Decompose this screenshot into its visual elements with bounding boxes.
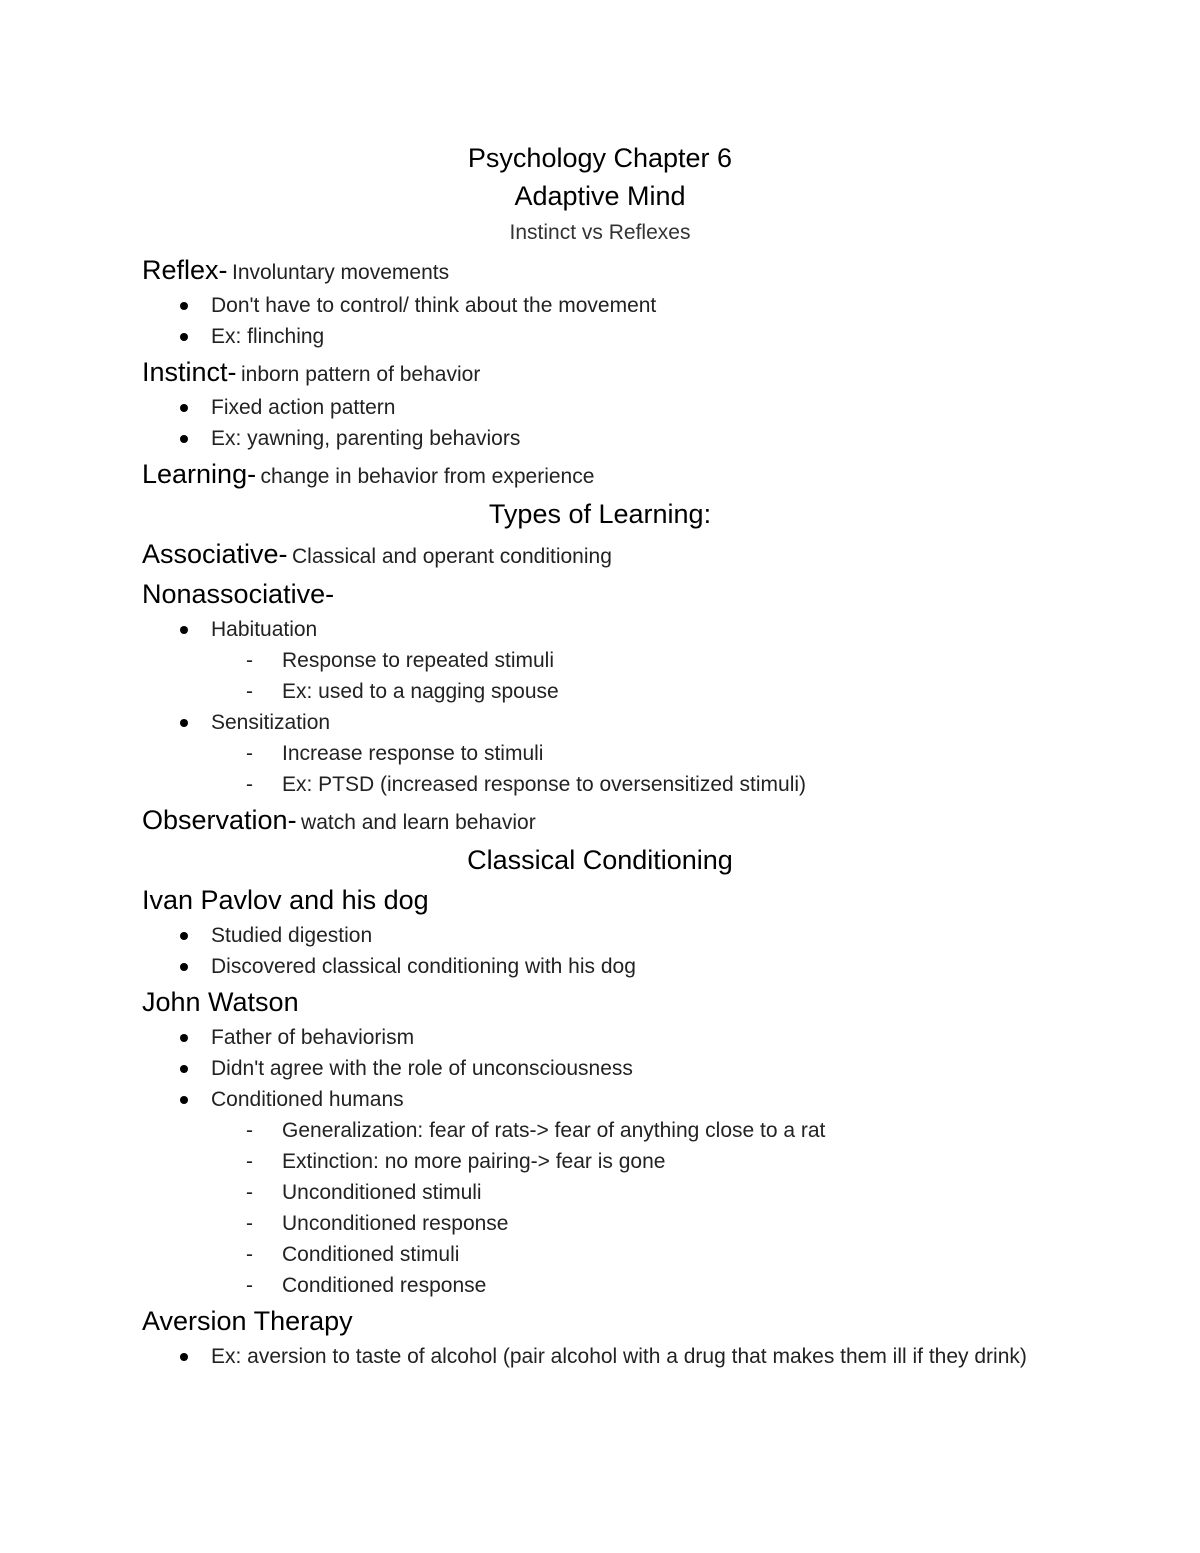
list-item: - Ex: used to a nagging spouse <box>142 676 1042 707</box>
observation-line <box>142 800 1042 840</box>
list-item: Father of behaviorism <box>142 1022 1042 1053</box>
document-body <box>142 138 1042 1372</box>
reflex-definition: Involuntary movements <box>231 261 450 284</box>
instinct-line <box>142 352 1042 392</box>
nonassociative-term: Nonassociative- <box>142 579 335 609</box>
aversion-list <box>142 1341 1042 1372</box>
reflex-term: Reflex- <box>142 255 228 285</box>
list-item: Ex: aversion to taste of alcohol (pair alcohol with a drug that makes them ill if they drink) <box>142 1341 1031 1372</box>
list-item: - Conditioned response <box>142 1270 1042 1301</box>
instinct-term: Instinct- <box>142 357 237 387</box>
learning-term: Learning- <box>142 459 257 489</box>
document-subtitle: Adaptive Mind <box>514 181 686 211</box>
list-item: - Increase response to stimuli <box>142 738 1042 769</box>
pavlov-list <box>142 920 1042 982</box>
pavlov-heading: Ivan Pavlov and his dog <box>142 885 429 915</box>
list-item: - Unconditioned response <box>142 1208 1042 1239</box>
list-item: - Unconditioned stimuli <box>142 1177 1042 1208</box>
instinct-list <box>142 392 1042 454</box>
nonassociative-line <box>142 574 1042 614</box>
list-item: Ex: flinching <box>142 321 1042 352</box>
nonassociative-list <box>142 614 1042 800</box>
observation-definition: watch and learn behavior <box>301 811 536 834</box>
types-of-learning-heading: Types of Learning: <box>488 499 712 529</box>
section-instinct-vs-reflexes: Instinct vs Reflexes <box>509 221 691 244</box>
associative-term: Associative- <box>142 539 288 569</box>
list-item: - Response to repeated stimuli <box>142 645 1042 676</box>
watson-list <box>142 1022 1042 1301</box>
classical-conditioning-heading: Classical Conditioning <box>467 845 733 875</box>
list-item: Don't have to control/ think about the movement <box>142 290 1042 321</box>
learning-line <box>142 454 1042 494</box>
associative-definition: Classical and operant conditioning <box>292 545 612 568</box>
associative-line <box>142 534 1042 574</box>
list-item: - Generalization: fear of rats-> fear of anything close to a rat <box>142 1115 1042 1146</box>
list-item: Ex: yawning, parenting behaviors <box>142 423 1042 454</box>
instinct-definition: inborn pattern of behavior <box>240 363 481 386</box>
reflex-list <box>142 290 1042 352</box>
list-item: - Extinction: no more pairing-> fear is gone <box>142 1146 1042 1177</box>
list-item: Studied digestion <box>142 920 1042 951</box>
watson-heading: John Watson <box>142 987 299 1017</box>
list-item: - Conditioned stimuli <box>142 1239 1042 1270</box>
list-item: Didn't agree with the role of unconsciousness <box>142 1053 1042 1084</box>
list-item: Discovered classical conditioning with his dog <box>142 951 1042 982</box>
list-item: - Ex: PTSD (increased response to oversensitized stimuli) <box>142 769 1042 800</box>
aversion-heading: Aversion Therapy <box>142 1306 353 1336</box>
list-item: Habituation <box>142 614 1042 645</box>
list-item: Fixed action pattern <box>142 392 1042 423</box>
document-title: Psychology Chapter 6 <box>467 143 733 173</box>
list-item: Sensitization <box>142 707 1042 738</box>
list-item: Conditioned humans <box>142 1084 1042 1115</box>
observation-term: Observation- <box>142 805 297 835</box>
learning-definition: change in behavior from experience <box>260 465 595 488</box>
reflex-line <box>142 250 1042 290</box>
